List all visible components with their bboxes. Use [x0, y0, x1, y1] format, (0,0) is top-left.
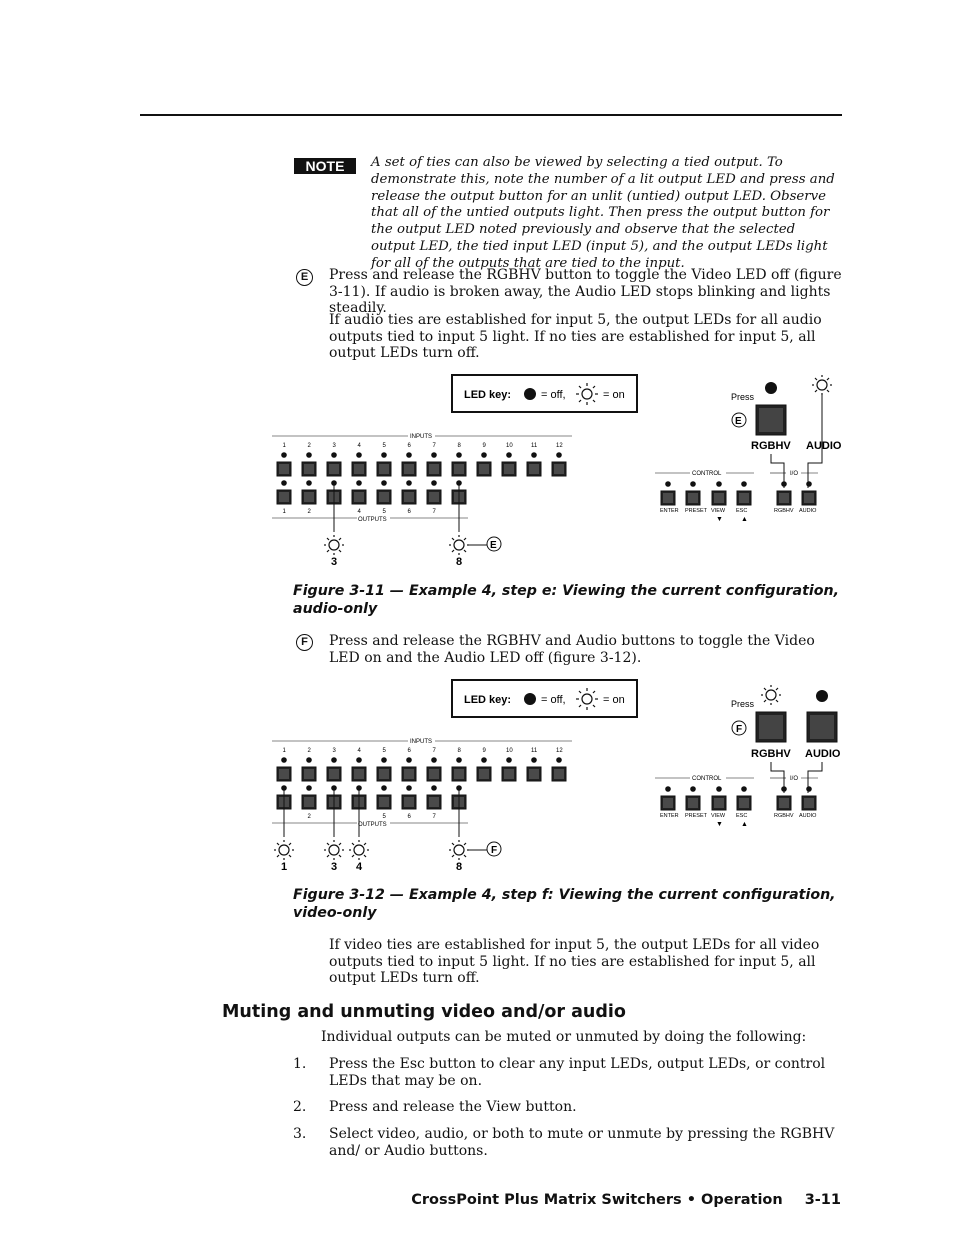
footer-title: CrossPoint Plus Matrix Switchers • Operation	[411, 1192, 783, 1208]
output-number: 7	[432, 509, 436, 515]
output-led-off-icon	[456, 480, 462, 486]
page-footer	[411, 1192, 841, 1208]
esc-label: ESC	[736, 508, 748, 514]
figure-12-caption: Figure 3-12 — Example 4, step f: Viewing the current configuration, video-only	[293, 887, 836, 921]
outputs-label: OUTPUTS	[358, 517, 387, 523]
control-buttons	[660, 786, 817, 828]
figure-3-12-diagram	[260, 675, 850, 880]
audio-led-on-icon	[812, 375, 832, 395]
led-key-label: LED key:	[464, 389, 512, 401]
figure-11-step-letter: E	[490, 540, 497, 551]
output-number: 4	[357, 509, 361, 515]
input-number: 2	[307, 443, 311, 449]
input-led-off-icon	[306, 452, 312, 458]
audio-small-label: AUDIO	[799, 508, 817, 514]
output-led-off-icon	[331, 480, 337, 486]
input-number: 3	[332, 748, 336, 754]
led-off-label: = off,	[541, 694, 566, 706]
enter-label: ENTER	[660, 508, 679, 514]
led-key-box-2	[452, 680, 637, 717]
input-led-off-icon	[456, 757, 462, 763]
rgbhv-label: RGBHV	[751, 440, 791, 452]
control-led-off-icon	[741, 786, 747, 792]
callout-3: 3	[331, 861, 338, 873]
figure-11-press-letter: E	[735, 416, 742, 427]
enter-label: ENTER	[660, 813, 679, 819]
led-off-label: = off,	[541, 389, 566, 401]
input-led-off-icon	[331, 757, 337, 763]
input-led-off-icon	[431, 452, 437, 458]
list-number: 3.	[293, 1126, 307, 1142]
input-led-off-icon	[481, 452, 487, 458]
list-number: 1.	[293, 1056, 307, 1072]
input-buttons	[277, 748, 566, 781]
figure-3-11-diagram	[260, 370, 850, 575]
input-number: 10	[506, 748, 513, 754]
input-number: 6	[407, 443, 411, 449]
input-led-off-icon	[506, 452, 512, 458]
io-led-off-icon	[806, 481, 812, 487]
output-led-off-icon	[381, 480, 387, 486]
led-key-box	[452, 375, 637, 412]
input-number: 11	[531, 443, 538, 449]
figure-12-step-letter: F	[491, 845, 498, 856]
led-key-label: LED key:	[464, 694, 512, 706]
list-number: 2.	[293, 1099, 307, 1115]
led-on-label: = on	[603, 389, 625, 401]
output-led-off-icon	[331, 785, 337, 791]
section-intro: Individual outputs can be muted or unmuted by doing the following:	[321, 1029, 807, 1045]
step-e-marker: E	[296, 269, 313, 286]
output-led-off-icon	[356, 785, 362, 791]
input-led-off-icon	[556, 757, 562, 763]
input-led-off-icon	[506, 757, 512, 763]
callout-8: 8	[456, 861, 463, 873]
io-led-off-icon	[806, 786, 812, 792]
input-led-off-icon	[481, 757, 487, 763]
input-number: 12	[556, 748, 563, 754]
list-item: Press and release the View button.	[329, 1099, 577, 1115]
input-number: 8	[457, 443, 461, 449]
control-led-off-icon	[741, 481, 747, 487]
outputs-label: OUTPUTS	[358, 822, 387, 828]
list-item: Select video, audio, or both to mute or unmute by pressing the RGBHV and/ or Audio buttons.	[329, 1126, 835, 1159]
output-number: 6	[407, 509, 411, 515]
note-text: A set of ties can also be viewed by selecting a tied output. To demonstrate this, note the number of a lit output LED and press and release the output button for an unlit (untied) output LED. Observe that all of the untied outputs light. Then press the output button for the output LED noted previously and observe that the selected output LED, the tied input LED (input 5), and the output LEDs light for all of the outputs that are tied to the input.	[371, 155, 835, 271]
input-number: 5	[382, 748, 386, 754]
output-led-off-icon	[406, 480, 412, 486]
input-led-off-icon	[531, 452, 537, 458]
input-number: 4	[357, 748, 361, 754]
control-led-off-icon	[665, 481, 671, 487]
step-e-text: Press and release the RGBHV button to toggle the Video LED off (figure 3-11). If audio is broken away, the Audio LED stops blinking and lights steadily.	[329, 267, 842, 316]
input-number: 5	[382, 443, 386, 449]
preset-label: PRESET	[685, 813, 708, 819]
output-number: 2	[307, 509, 311, 515]
led-off-icon	[524, 388, 536, 400]
audio-label: AUDIO	[805, 748, 841, 760]
callout-3-led-on-icon	[324, 535, 344, 555]
control-led-off-icon	[665, 786, 671, 792]
input-led-off-icon	[356, 757, 362, 763]
input-number: 3	[332, 443, 336, 449]
io-label: I/O	[790, 776, 799, 782]
step-e-text2: If audio ties are established for input 5, the output LEDs for all audio outputs tied to input 5 light. If no ties are established for input 5, all output LEDs turn off.	[329, 312, 822, 361]
page-number: 3-11	[804, 1192, 841, 1208]
callout-led-on-icon	[274, 840, 294, 860]
output-led-off-icon	[381, 785, 387, 791]
output-led-off-icon	[281, 785, 287, 791]
rgbhv-led-off-icon	[765, 382, 777, 394]
led-on-label: = on	[603, 694, 625, 706]
control-led-off-icon	[690, 481, 696, 487]
input-number: 8	[457, 748, 461, 754]
rgbhv-small-label: RGBHV	[774, 508, 794, 514]
preset-label: PRESET	[685, 508, 708, 514]
callout-8: 8	[456, 556, 463, 568]
input-led-off-icon	[531, 757, 537, 763]
output-buttons	[277, 480, 466, 515]
input-number: 11	[531, 748, 538, 754]
output-number: 6	[407, 814, 411, 820]
esc-label: ESC	[736, 813, 748, 819]
callout-1: 1	[281, 861, 288, 873]
list-item: Press the Esc button to clear any input LEDs, output LEDs, or control LEDs that may be on.	[329, 1056, 826, 1089]
output-led-off-icon	[306, 785, 312, 791]
input-number: 10	[506, 443, 513, 449]
audio-led-off-icon	[816, 690, 828, 702]
input-led-off-icon	[281, 452, 287, 458]
rgbhv-small-label: RGBHV	[774, 813, 794, 819]
callout-3: 3	[331, 556, 338, 568]
arrow-up-icon: ▲	[741, 821, 748, 828]
callout-4: 4	[356, 861, 363, 873]
arrow-up-icon: ▲	[741, 516, 748, 523]
input-number: 1	[282, 443, 286, 449]
input-led-off-icon	[456, 452, 462, 458]
control-buttons	[660, 481, 817, 523]
input-led-off-icon	[356, 452, 362, 458]
output-led-off-icon	[431, 480, 437, 486]
input-number: 1	[282, 748, 286, 754]
output-led-off-icon	[456, 785, 462, 791]
output-led-off-icon	[406, 785, 412, 791]
output-number: 5	[382, 814, 386, 820]
output-number: 7	[432, 814, 436, 820]
output-led-off-icon	[431, 785, 437, 791]
arrow-down-icon: ▼	[716, 821, 723, 828]
arrow-down-icon: ▼	[716, 516, 723, 523]
input-number: 7	[432, 443, 436, 449]
figure-11-caption: Figure 3-11 — Example 4, step e: Viewing the current configuration, audio-only	[293, 583, 840, 617]
view-label: VIEW	[711, 508, 726, 514]
input-led-off-icon	[281, 757, 287, 763]
audio-small-label: AUDIO	[799, 813, 817, 819]
step-f-text: Press and release the RGBHV and Audio buttons to toggle the Video LED on and the Audio LED off (figure 3-12).	[329, 633, 815, 666]
note-badge: NOTE	[294, 158, 356, 174]
figure-12-press-letter: F	[736, 724, 743, 735]
input-number: 12	[556, 443, 563, 449]
input-led-off-icon	[406, 757, 412, 763]
input-led-off-icon	[556, 452, 562, 458]
input-led-off-icon	[406, 452, 412, 458]
control-led-off-icon	[716, 481, 722, 487]
press-label: Press	[731, 699, 755, 709]
callout-led-on-icon	[349, 840, 369, 860]
control-led-off-icon	[716, 786, 722, 792]
io-label: I/O	[790, 471, 799, 477]
output-led-off-icon	[306, 480, 312, 486]
input-number: 4	[357, 443, 361, 449]
control-label: CONTROL	[692, 776, 722, 782]
header-rule	[140, 114, 842, 116]
video-ties-text: If video ties are established for input 5, the output LEDs for all video outputs tied to input 5 light. If no ties are established for input 5, all output LEDs turn off.	[329, 937, 820, 986]
output-number: 1	[282, 509, 286, 515]
output-led-off-icon	[281, 480, 287, 486]
inputs-label: INPUTS	[410, 434, 433, 440]
led-off-icon	[524, 693, 536, 705]
callout-8-led-on-icon	[449, 535, 469, 555]
input-buttons	[277, 443, 566, 476]
section-heading: Muting and unmuting video and/or audio	[222, 1002, 626, 1022]
control-label: CONTROL	[692, 471, 722, 477]
inputs-label: INPUTS	[410, 739, 433, 745]
audio-label: AUDIO	[806, 440, 842, 452]
view-label: VIEW	[711, 813, 726, 819]
input-led-off-icon	[331, 452, 337, 458]
step-f-marker: F	[296, 634, 313, 651]
input-number: 2	[307, 748, 311, 754]
output-led-off-icon	[356, 480, 362, 486]
rgbhv-label: RGBHV	[751, 748, 791, 760]
callout-led-on-icons	[274, 840, 469, 860]
press-label: Press	[731, 392, 755, 402]
input-number: 9	[482, 443, 486, 449]
callout-led-on-icon	[449, 840, 469, 860]
control-led-off-icon	[690, 786, 696, 792]
input-led-off-icon	[306, 757, 312, 763]
input-number: 7	[432, 748, 436, 754]
output-number: 5	[382, 509, 386, 515]
input-led-off-icon	[381, 757, 387, 763]
output-number: 2	[307, 814, 311, 820]
input-led-off-icon	[381, 452, 387, 458]
input-number: 6	[407, 748, 411, 754]
input-led-off-icon	[431, 757, 437, 763]
callout-led-on-icon	[324, 840, 344, 860]
input-number: 9	[482, 748, 486, 754]
rgbhv-led-on-icon	[761, 685, 781, 705]
output-buttons	[277, 785, 466, 820]
